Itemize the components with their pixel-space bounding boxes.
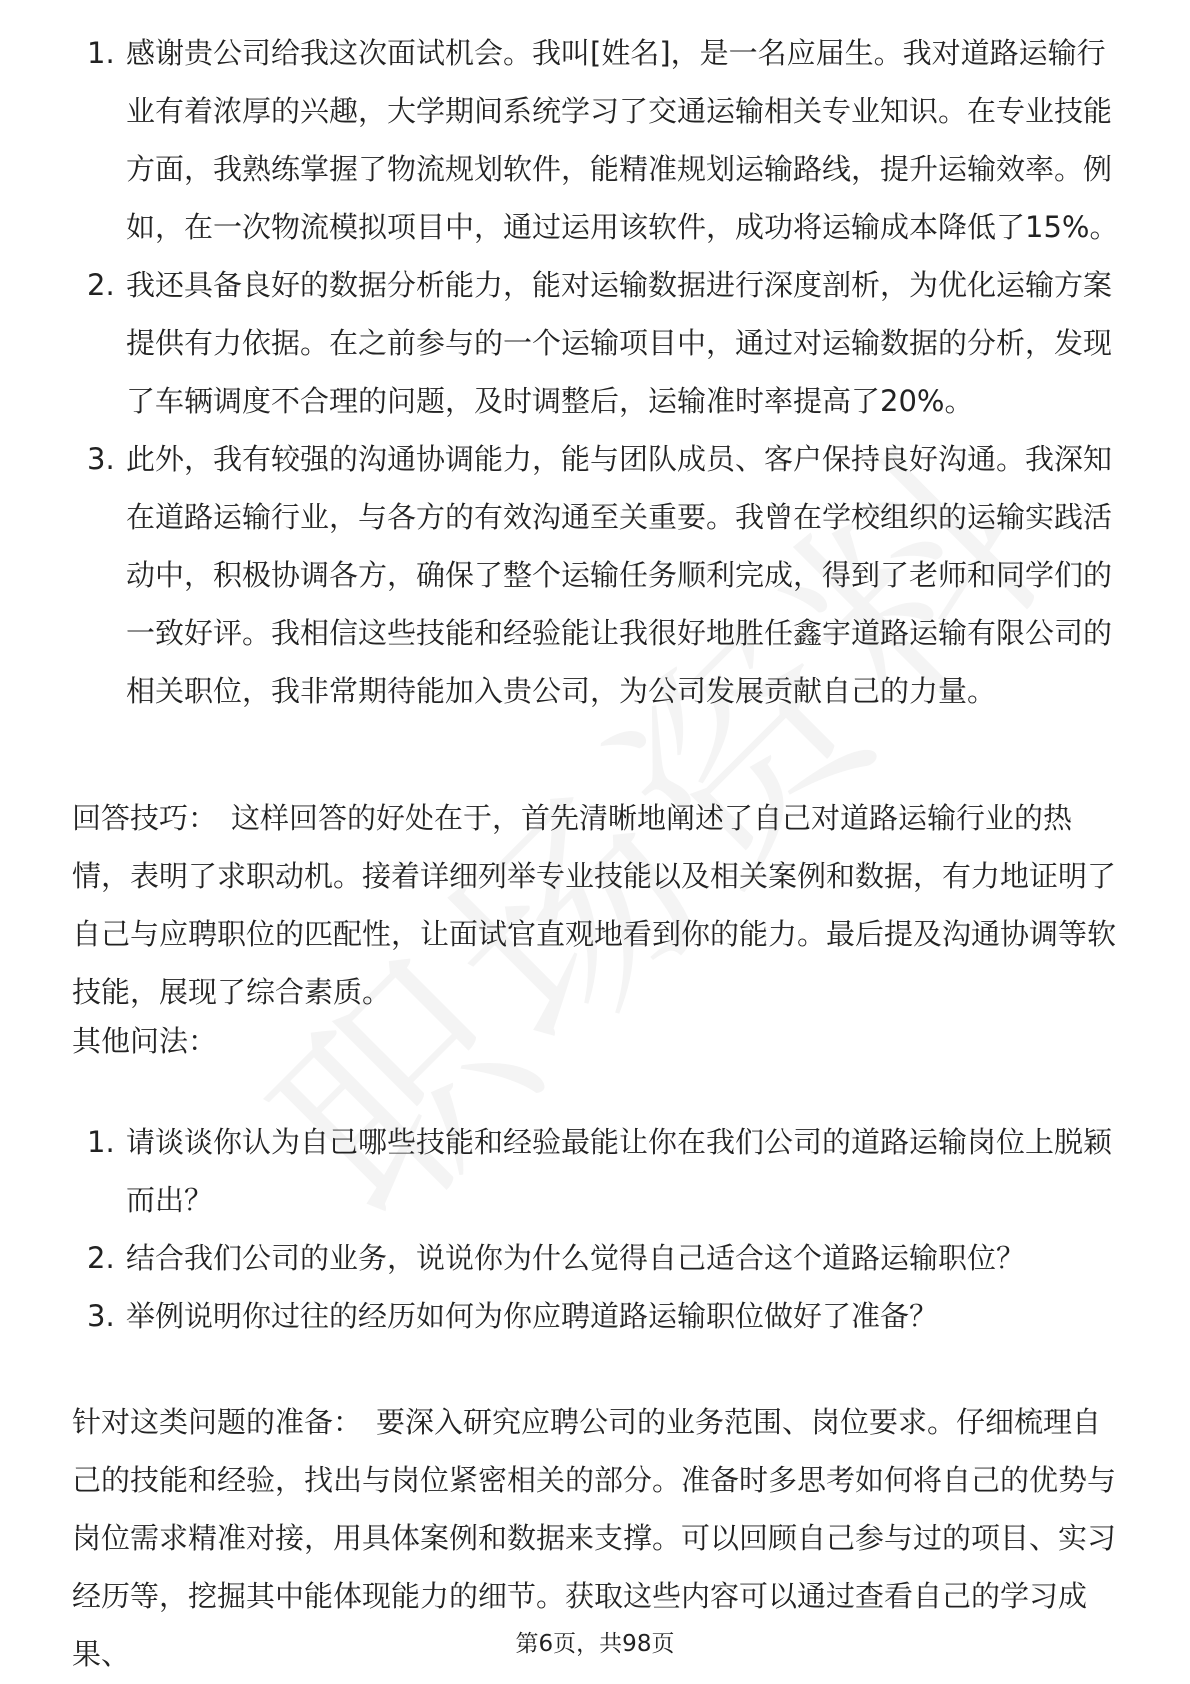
list-number: 1. [87, 36, 115, 70]
answer-tips [72, 789, 1122, 1021]
list-number: 2. [87, 268, 115, 302]
answer-text: 我还具备良好的数据分析能力，能对运输数据进行深度剖析，为优化运输方案提供有力依据。在之前参与的一个运输项目中，通过对运输数据的分析，发现了车辆调度不合理的问题，及时调整后，运输准时率提高了20%。 [126, 268, 1113, 418]
other-questions-list [72, 1113, 1122, 1345]
list-number: 2. [87, 1241, 115, 1275]
other-question-1 [72, 1113, 1122, 1229]
answer-list [72, 24, 1122, 720]
prep-label: 针对这类问题的准备： [72, 1405, 363, 1439]
prep-text: 要深入研究应聘公司的业务范围、岗位要求。仔细梳理自己的技能和经验，找出与岗位紧密相关的部分。准备时多思考如何将自己的优势与岗位需求精准对接，用具体案例和数据来支撑。可以回顾自己参与过的项目、实习经历等，挖掘其中能体现能力的细节。获取这些内容可以通过查看自己的学习成果、 [72, 1405, 1117, 1671]
answer-text: 感谢贵公司给我这次面试机会。我叫[姓名]，是一名应届生。我对道路运输行业有着浓厚的兴趣，大学期间系统学习了交通运输相关专业知识。在专业技能方面，我熟练掌握了物流规划软件，能精准规划运输路线，提升运输效率。例如，在一次物流模拟项目中，通过运用该软件，成功将运输成本降低了15%。 [126, 36, 1119, 244]
tips-text: 这样回答的好处在于，首先清晰地阐述了自己对道路运输行业的热情，表明了求职动机。接着详细列举专业技能以及相关案例和数据，有力地证明了自己与应聘职位的匹配性，让面试官直观地看到你的能力。最后提及沟通协调等软技能，展现了综合素质。 [72, 801, 1117, 1009]
question-text: 举例说明你过往的经历如何为你应聘道路运输职位做好了准备？ [126, 1299, 939, 1333]
other-question-2 [72, 1229, 1122, 1287]
page-footer: 第6页，共98页 [515, 1631, 675, 1657]
question-text: 结合我们公司的业务，说说你为什么觉得自己适合这个道路运输职位？ [126, 1241, 1026, 1275]
other-question-3 [72, 1287, 1122, 1345]
question-text: 请谈谈你认为自己哪些技能和经验最能让你在我们公司的道路运输岗位上脱颖而出？ [126, 1125, 1113, 1217]
answer-text: 此外，我有较强的沟通协调能力，能与团队成员、客户保持良好沟通。我深知在道路运输行业，与各方的有效沟通至关重要。我曾在学校组织的运输实践活动中，积极协调各方，确保了整个运输任务顺利完成，得到了老师和同学们的一致好评。我相信这些技能和经验能让我很好地胜任鑫宇道路运输有限公司的相关职位，我非常期待能加入贵公司，为公司发展贡献自己的力量。 [126, 442, 1113, 708]
list-number: 3. [87, 442, 115, 476]
answer-item-2 [72, 256, 1122, 430]
list-number: 3. [87, 1299, 115, 1333]
list-number: 1. [87, 1125, 115, 1159]
tips-label: 回答技巧： [72, 801, 218, 835]
answer-item-3 [72, 430, 1122, 720]
other-questions-heading: 其他问法： [72, 1024, 218, 1058]
answer-item-1 [72, 24, 1122, 256]
